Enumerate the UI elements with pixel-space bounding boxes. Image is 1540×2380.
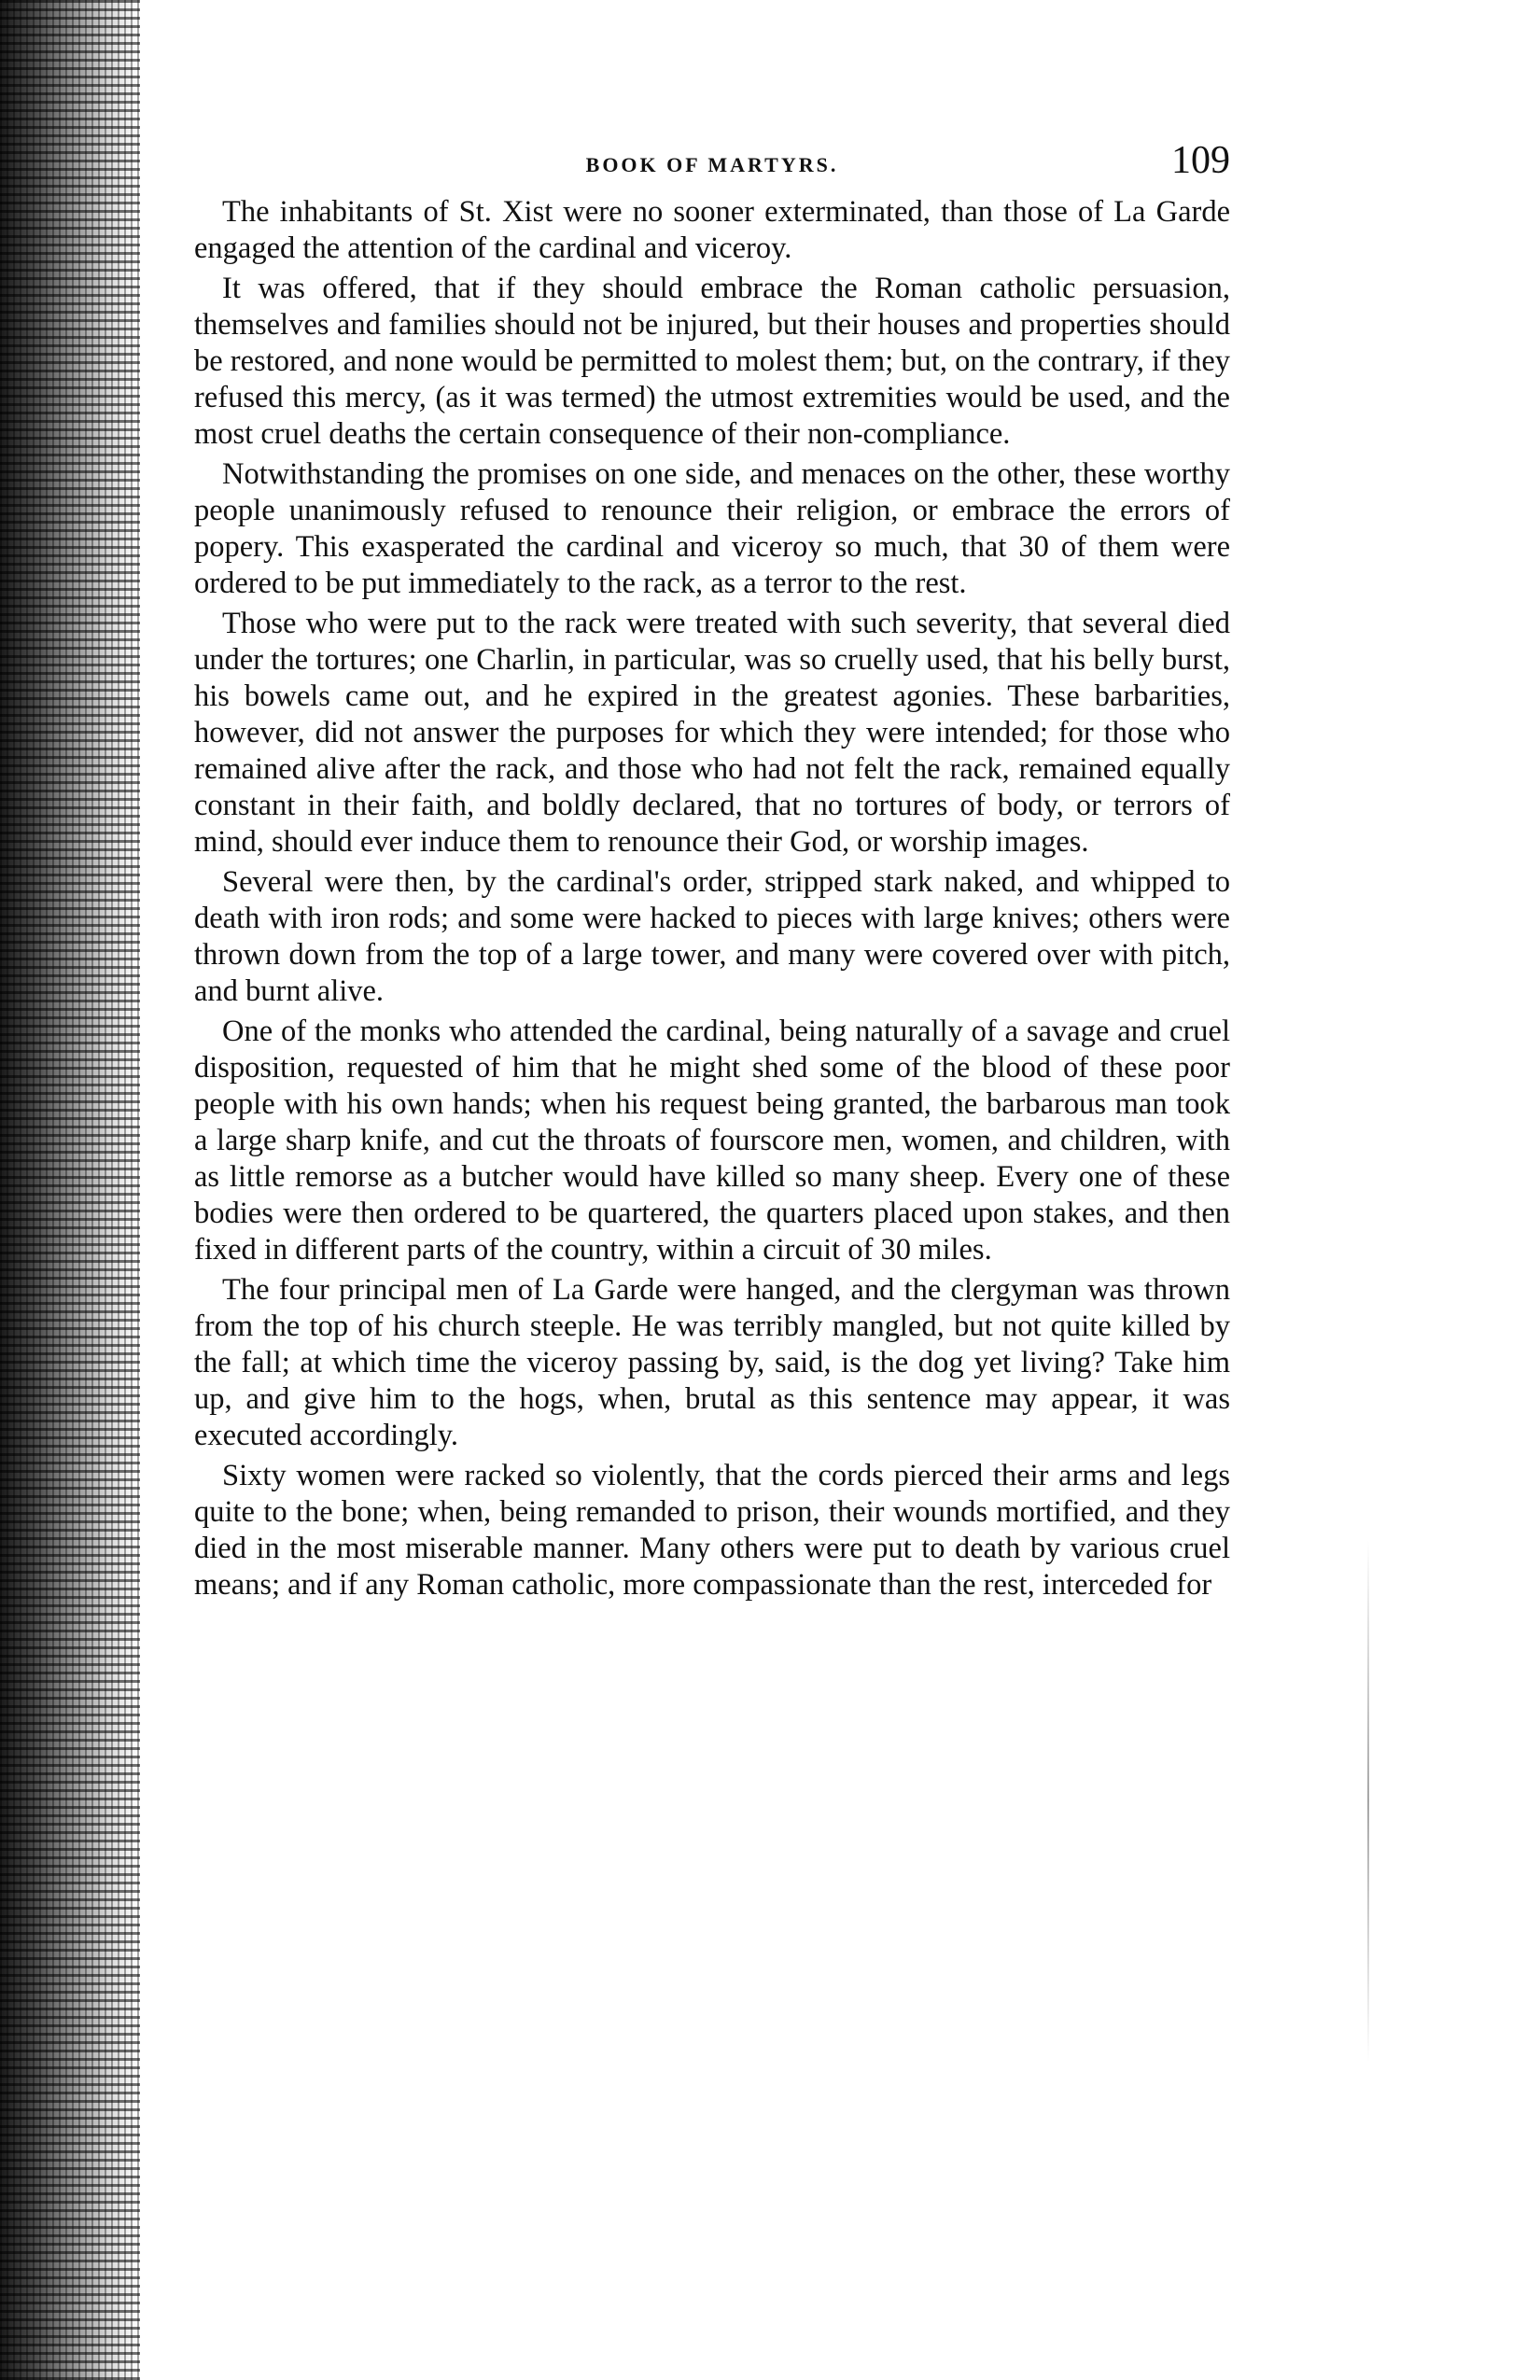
- paragraph: One of the monks who attended the cardinal, being naturally of a savage and cruel disposition, requested of him that he might shed some of the blood of these poor people with his own hands; when his request being granted, the barbarous man took a large sharp knife, and cut the throats of fourscore men, women, and children, with as little remorse as a butcher would have killed so many sheep. Every one of these bodies were then ordered to be quartered, the quarters placed upon stakes, and then fixed in different parts of the country, within a circuit of 30 miles.: [194, 1015, 1230, 1267]
- paragraph: The four principal men of La Garde were hanged, and the clergyman was thrown from the top of his church steeple. He was terribly mangled, but not quite killed by the fall; at which time the viceroy passing by, said, is the dog yet living? Take him up, and give him to the hogs, when, brutal as this sentence may appear, it was executed accordingly.: [194, 1273, 1230, 1452]
- paragraph: Sixty women were racked so violently, that the cords pierced their arms and legs quite to the bone; when, being remanded to prison, their wounds mortified, and they died in the most miserable manner. Many others were put to death by various cruel means; and if any Roman catholic, more compassionate than the rest, interceded for: [194, 1459, 1230, 1602]
- paragraph: Those who were put to the rack were treated with such severity, that several died under the tortures; one Charlin, in particular, was so cruelly used, that his belly burst, his bowels came out, and he expired in the greatest agonies. These barbarities, however, did not answer the purposes for which they were intended; for those who remained alive after the rack, and those who had not felt the rack, remained equally constant in their faith, and boldly declared, that no tortures of body, or terrors of mind, should ever induce them to renounce their God, or worship images.: [194, 607, 1230, 859]
- paragraph: Notwithstanding the promises on one side, and menaces on the other, these worthy people unanimously refused to renounce their religion, or embrace the errors of popery. This exasperated the cardinal and viceroy so much, that 30 of them were ordered to be put immediately to the rack, as a terror to the rest.: [194, 457, 1230, 600]
- page-number: 109: [1171, 139, 1230, 182]
- book-page: [194, 138, 1230, 1603]
- paragraph: Several were then, by the cardinal's order, stripped stark naked, and whipped to death with iron rods; and some were hacked to pieces with large knives; others were thrown down from the top of a large tower, and many were covered over with pitch, and burnt alive.: [194, 865, 1230, 1008]
- running-head: BOOK OF MARTYRS.: [585, 153, 839, 176]
- scan-artifact: [1367, 1540, 1369, 2063]
- paragraph: It was offered, that if they should embrace the Roman catholic persuasion, themselves and families should not be injured, but their houses and properties should be restored, and none would be permitted to molest them; but, on the contrary, if they refused this mercy, (as it was termed) the utmost extremities would be used, and the most cruel deaths the certain consequence of their non-compliance.: [194, 272, 1230, 451]
- paragraph: The inhabitants of St. Xist were no sooner exterminated, than those of La Garde engaged the attention of the cardinal and viceroy.: [194, 195, 1230, 265]
- body-text: [194, 194, 1230, 1603]
- page-header: [194, 138, 1230, 194]
- book-spine-shadow: [0, 0, 140, 2380]
